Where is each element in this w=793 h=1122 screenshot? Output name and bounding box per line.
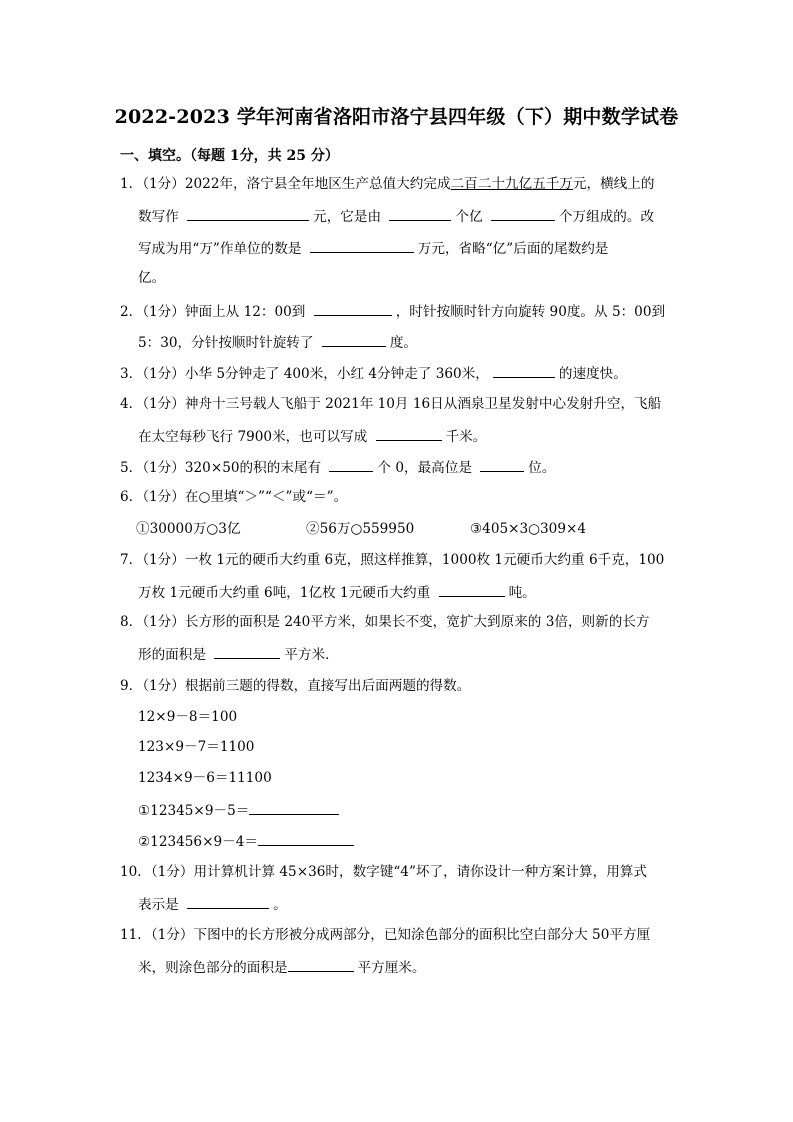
q9-blank-1[interactable]: [249, 799, 339, 815]
question-7-line-1: [120, 550, 664, 570]
question-7-line-2: [138, 581, 536, 603]
q1-text-c: 数写作: [138, 209, 179, 225]
q1-blank-3[interactable]: [491, 205, 555, 221]
q9-text-e4: ①12345×9－5＝: [138, 803, 250, 819]
q2-text-c: 5：30，分针按顺时针旋转了: [138, 335, 314, 351]
q9-text-e5: ②123456×9－4＝: [138, 834, 258, 850]
q7-blank-1[interactable]: [439, 581, 505, 597]
q8-text-a: 8．（1分）长方形的面积是 240平方米，如果长不变，宽扩大到原来的 3倍，则新的长方: [120, 614, 650, 630]
question-1-line-4: [138, 268, 165, 288]
q2-blank-2[interactable]: [322, 331, 386, 347]
q6-text-a: 6．（1分）在○里填“＞”“＜”或“＝”。: [120, 489, 348, 505]
q1-text-i: 亿。: [138, 270, 166, 286]
q10-text-b: 表示是: [138, 897, 179, 913]
q8-blank-1[interactable]: [214, 643, 280, 659]
question-1-line-3: [138, 237, 608, 259]
question-2-line-2: [138, 331, 417, 353]
q1-blank-2[interactable]: [389, 205, 451, 221]
q9-equation-2: 123×9－7＝1100: [138, 739, 255, 755]
q9-equation-5: [138, 830, 358, 852]
question-9: [120, 676, 470, 696]
q5-blank-1[interactable]: [329, 456, 373, 472]
q2-text-b: ，时针按顺时针方向旋转 90度。从 5：00到: [395, 304, 666, 320]
q4-text-a: 4．（1分）神舟十三号载人飞船于 2021年 10月 16日从酒泉卫星发射中心发射升空，飞船: [120, 396, 662, 412]
q9-equation-1: 12×9－8＝100: [138, 709, 238, 725]
page-title: 2022-2023 学年河南省洛阳市洛宁县四年级（下）期中数学试卷: [114, 106, 679, 128]
q9-equation-3: 1234×9－6＝11100: [138, 770, 272, 786]
q9-equation-4: [138, 799, 343, 821]
question-8-line-2: [138, 643, 339, 665]
question-4-line-2: [138, 425, 486, 447]
q1-blank-4[interactable]: [310, 237, 414, 253]
q7-text-c: 吨。: [508, 585, 536, 601]
q1-text-h: 万元，省略“亿”后面的尾数约是: [417, 241, 609, 257]
q1-text-f: 个万组成的。改: [558, 209, 655, 225]
q11-blank-1[interactable]: [288, 956, 354, 972]
question-2-line-1: [120, 300, 665, 322]
q1-text-d: 元，它是由: [313, 209, 382, 225]
q1-text-b: 元，横线上的: [572, 176, 655, 192]
question-6-options: [136, 519, 586, 539]
q11-text-b: 米，则涂色部分的面积是: [138, 960, 288, 976]
q2-blank-1[interactable]: [314, 300, 392, 316]
q6-option-1: ①30000万○3亿: [136, 521, 241, 537]
q4-blank-1[interactable]: [376, 425, 442, 441]
q2-text-a: 2．（1分）钟面上从 12：00到: [120, 304, 306, 320]
q6-option-2: ②56万○559950: [306, 521, 415, 537]
q1-text-g: 写成为用“万”作单位的数是: [138, 241, 302, 257]
q4-text-c: 千米。: [445, 429, 487, 445]
q1-blank-1[interactable]: [187, 205, 309, 221]
q5-blank-2[interactable]: [480, 456, 524, 472]
question-4-line-1: [120, 394, 661, 414]
q3-text-b: 的速度快。: [558, 366, 627, 382]
q8-text-c: 平方米．: [284, 647, 339, 663]
q10-text-a: 10．（1分）用计算机计算 45×36时，数字键“4”坏了，请你设计一种方案计算，用算式: [120, 864, 647, 880]
q5-text-a: 5．（1分）320×50的积的末尾有: [120, 460, 322, 476]
question-3: [120, 362, 627, 384]
question-10-line-1: [120, 862, 647, 882]
q7-text-b: 万枚 1元硬币大约重 6吨，1亿枚 1元硬币大约重: [138, 585, 431, 601]
q9-blank-2[interactable]: [258, 830, 354, 846]
q5-text-b: 个 0，最高位是: [377, 460, 472, 476]
q1-text-e: 个亿: [455, 209, 483, 225]
question-1-line-2: [138, 205, 654, 227]
q2-text-d: 度。: [389, 335, 417, 351]
question-1-line-1: [120, 174, 654, 194]
q3-blank-1[interactable]: [493, 362, 555, 378]
q5-text-c: 位。: [528, 460, 556, 476]
question-10-line-2: [138, 893, 287, 915]
q1-underlined-number: 二百二十九亿五千万: [450, 176, 573, 192]
q8-text-b: 形的面积是: [138, 647, 206, 663]
q4-text-b: 在太空每秒飞行 7900米，也可以写成: [138, 429, 368, 445]
q7-text-a: 7．（1分）一枚 1元的硬币大约重 6克，照这样推算，1000枚 1元硬币大约重 6千克，100: [120, 552, 665, 568]
q6-option-3: ③405×3○309×4: [470, 521, 587, 537]
question-11-line-1: [120, 925, 650, 945]
q11-text-c: 平方厘米。: [357, 960, 426, 976]
q11-text-a: 11．（1分）下图中的长方形被分成两部分，已知涂色部分的面积比空白部分大 50平方厘: [120, 927, 651, 943]
q1-text-a: 1．（1分）2022年，洛宁县全年地区生产总值大约完成: [120, 176, 451, 192]
q10-text-c: 。: [273, 897, 287, 913]
q10-blank-1[interactable]: [187, 893, 269, 909]
question-8-line-1: [120, 612, 650, 632]
question-6: [120, 487, 347, 507]
q9-text-a: 9．（1分）根据前三题的得数，直接写出后面两题的得数。: [120, 678, 471, 694]
question-11-line-2: [138, 956, 426, 978]
question-5: [120, 456, 555, 478]
section-heading: 一、填空。（每题 1分，共 25 分）: [120, 148, 339, 164]
q3-text-a: 3．（1分）小华 5分钟走了 400米，小红 4分钟走了 360米，: [120, 366, 489, 382]
